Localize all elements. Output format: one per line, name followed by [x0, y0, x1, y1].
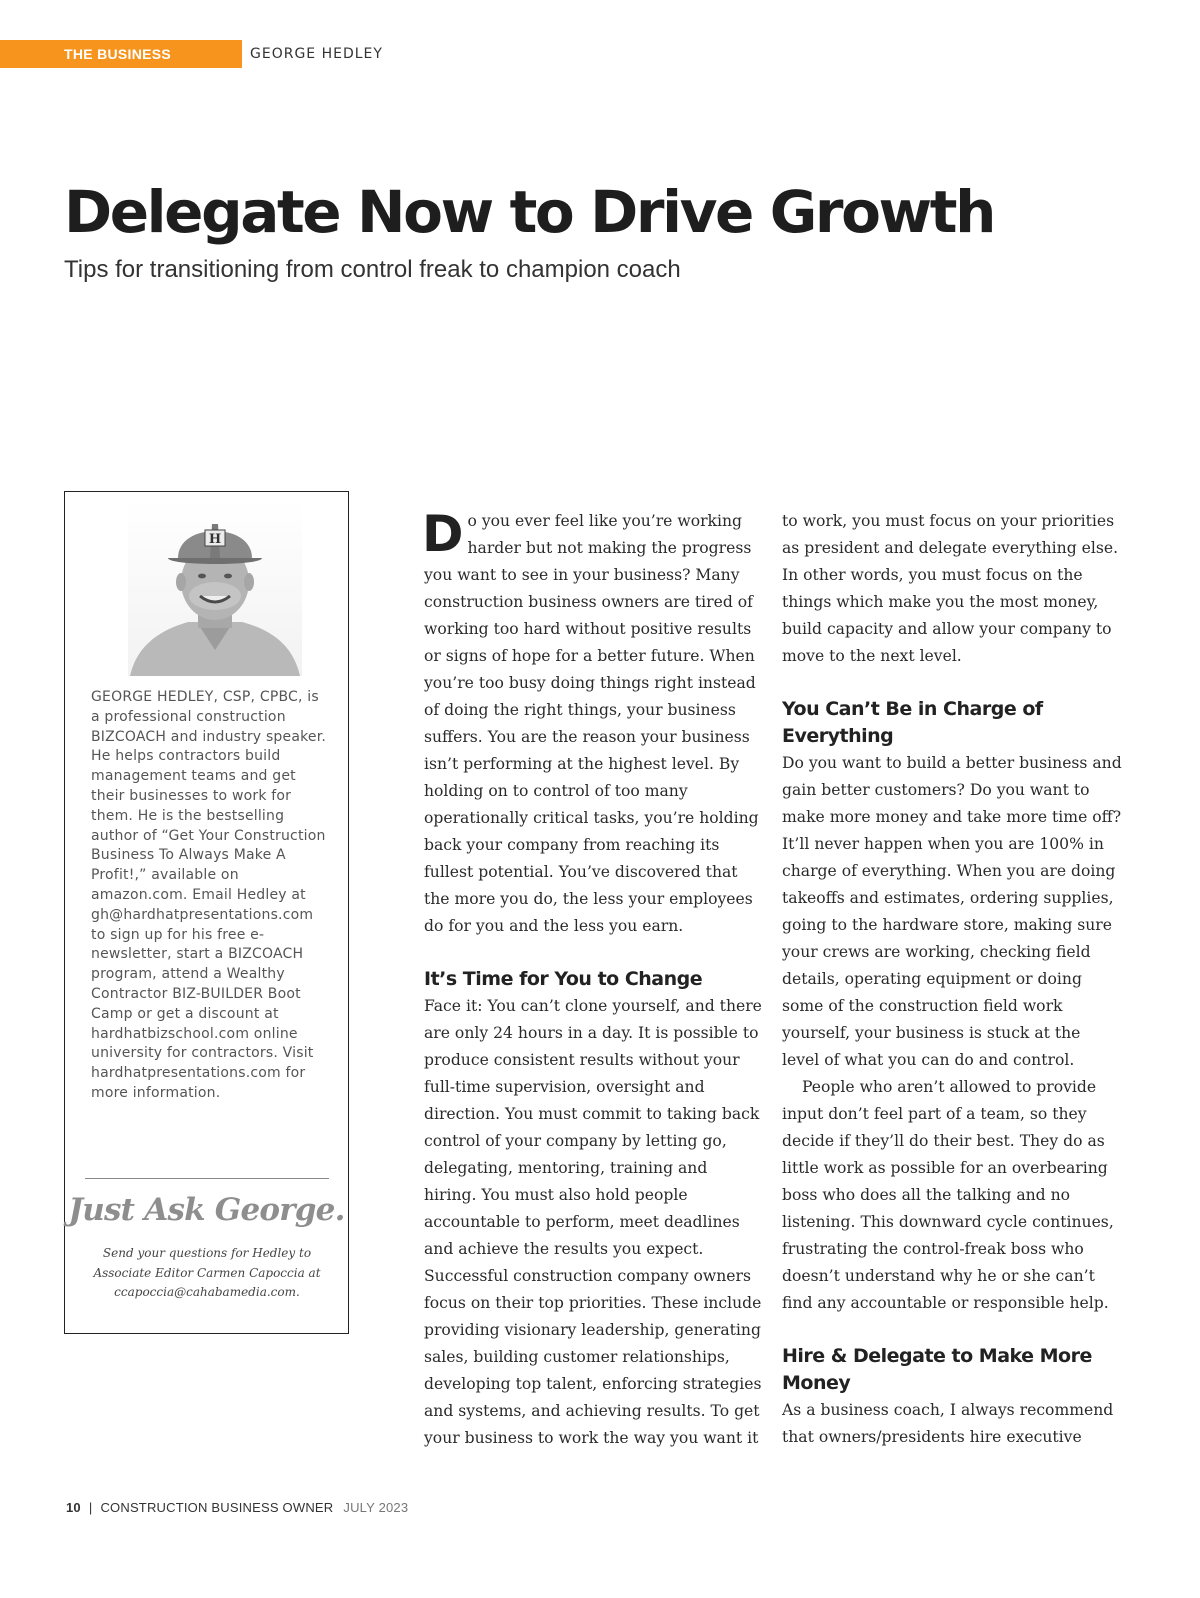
intro-paragraph	[422, 505, 764, 940]
sidebar-divider	[85, 1178, 329, 1179]
section-tag: THE BUSINESS COUNCIL	[0, 40, 242, 68]
intro-text: o you ever feel like you’re working harder but not making the progress you want to see in your business? Many construction business owners are tired of working too hard without positive results or signs of hope for a better future. When you’re too busy doing things right instead of doing the right things, your business suffers. You are the reason your business isn’t performing at the highest level. By holding on to control of too many operationally critical tasks, you’re holding back your company from reaching its fullest potential. You’ve discovered that the more you do, the less your employees do for you and the less you earn.	[424, 512, 759, 935]
section-header	[0, 40, 383, 90]
ask-george-note: Send your questions for Hedley to Associate Editor Carmen Capoccia at ccapoccia@cahabamedia.com.	[93, 1246, 321, 1299]
paragraph-people: People who aren’t allowed to provide input don’t feel part of a team, so they decide if they’ll do their best. They do as little work as possible for an overbearing boss who does all the talking and no listening. This downward cycle continues, frustrating the control-freak boss who doesn’t understand why he or she can’t find any accountable or responsible help.	[782, 1078, 1114, 1312]
page-number: 10	[66, 1500, 81, 1515]
article-title: Delegate Now to Drive Growth	[64, 178, 994, 246]
publication-name: CONSTRUCTION BUSINESS OWNER	[100, 1500, 334, 1515]
paragraph-continuation: to work, you must focus on your priorities as president and delegate everything else. In other words, you must focus on the things which make you the most money, build capacity and allow your company to move to the next level.	[782, 512, 1119, 665]
footer-separator: |	[88, 1500, 93, 1515]
ask-george-title: Just Ask George.	[68, 1192, 345, 1228]
paragraph-time-to-change: Face it: You can’t clone yourself, and there are only 24 hours in a day. It is possible to produce consistent results without your full-time supervision, oversight and direction. You must commit to taking back control of your company by letting go, delegating, mentoring, training and hiring. You must also hold people accountable to perform, meet deadlines and achieve the results you expect. Successful construction company owners focus on their top priorities. These include providing visionary leadership, generating sales, building customer relationships, developing top talent, enforcing strategies and systems, and achieving results. To get your business to work the way you want it	[424, 997, 762, 1447]
header-author: GEORGE HEDLEY	[250, 46, 383, 62]
paragraph-in-charge: Do you want to build a better business and gain better customers? Do you want to make more money and take more time off? It’ll never happen when you are 100% in charge of everything. When you are doing takeoffs and estimates, ordering supplies, going to the hardware store, making sure your crews are working, checking field details, operating equipment or doing some of the construction field work yourself, your business is stuck at the level of what you can do and control.	[782, 754, 1122, 1069]
issue-date: JULY 2023	[343, 1500, 409, 1515]
drop-cap: D	[422, 505, 464, 563]
heading-in-charge: You Can’t Be in Charge of Everything	[782, 698, 1043, 747]
heading-hire-delegate: Hire & Delegate to Make More Money	[782, 1345, 1092, 1394]
author-portrait	[128, 500, 302, 676]
page-footer	[66, 1500, 408, 1515]
author-bio: GEORGE HEDLEY, CSP, CPBC, is a professional construction BIZCOACH and industry speaker. He helps contractors build management teams and get their businesses to work for them. He is the bestselling author of “Get Your Construction Business To Always Make A Profit!,” available on amazon.com. Email Hedley at gh@hardhatpresentations.com to sign up for his free e-newsletter, start a BIZCOACH program, attend a Wealthy Contractor BIZ-BUILDER Boot Camp or get a discount at hardhatbizschool.com online university for contractors. Visit hardhatpresentations.com for more information.	[91, 689, 327, 1101]
heading-time-to-change: It’s Time for You to Change	[424, 968, 703, 990]
article-subtitle: Tips for transitioning from control freak to champion coach	[64, 256, 681, 283]
paragraph-hire-delegate: As a business coach, I always recommend that owners/presidents hire executive	[782, 1401, 1114, 1446]
article-column-1	[422, 505, 764, 1452]
article-column-2	[782, 508, 1122, 1451]
svg-text:H: H	[208, 532, 222, 547]
author-bio-box	[64, 491, 349, 1334]
